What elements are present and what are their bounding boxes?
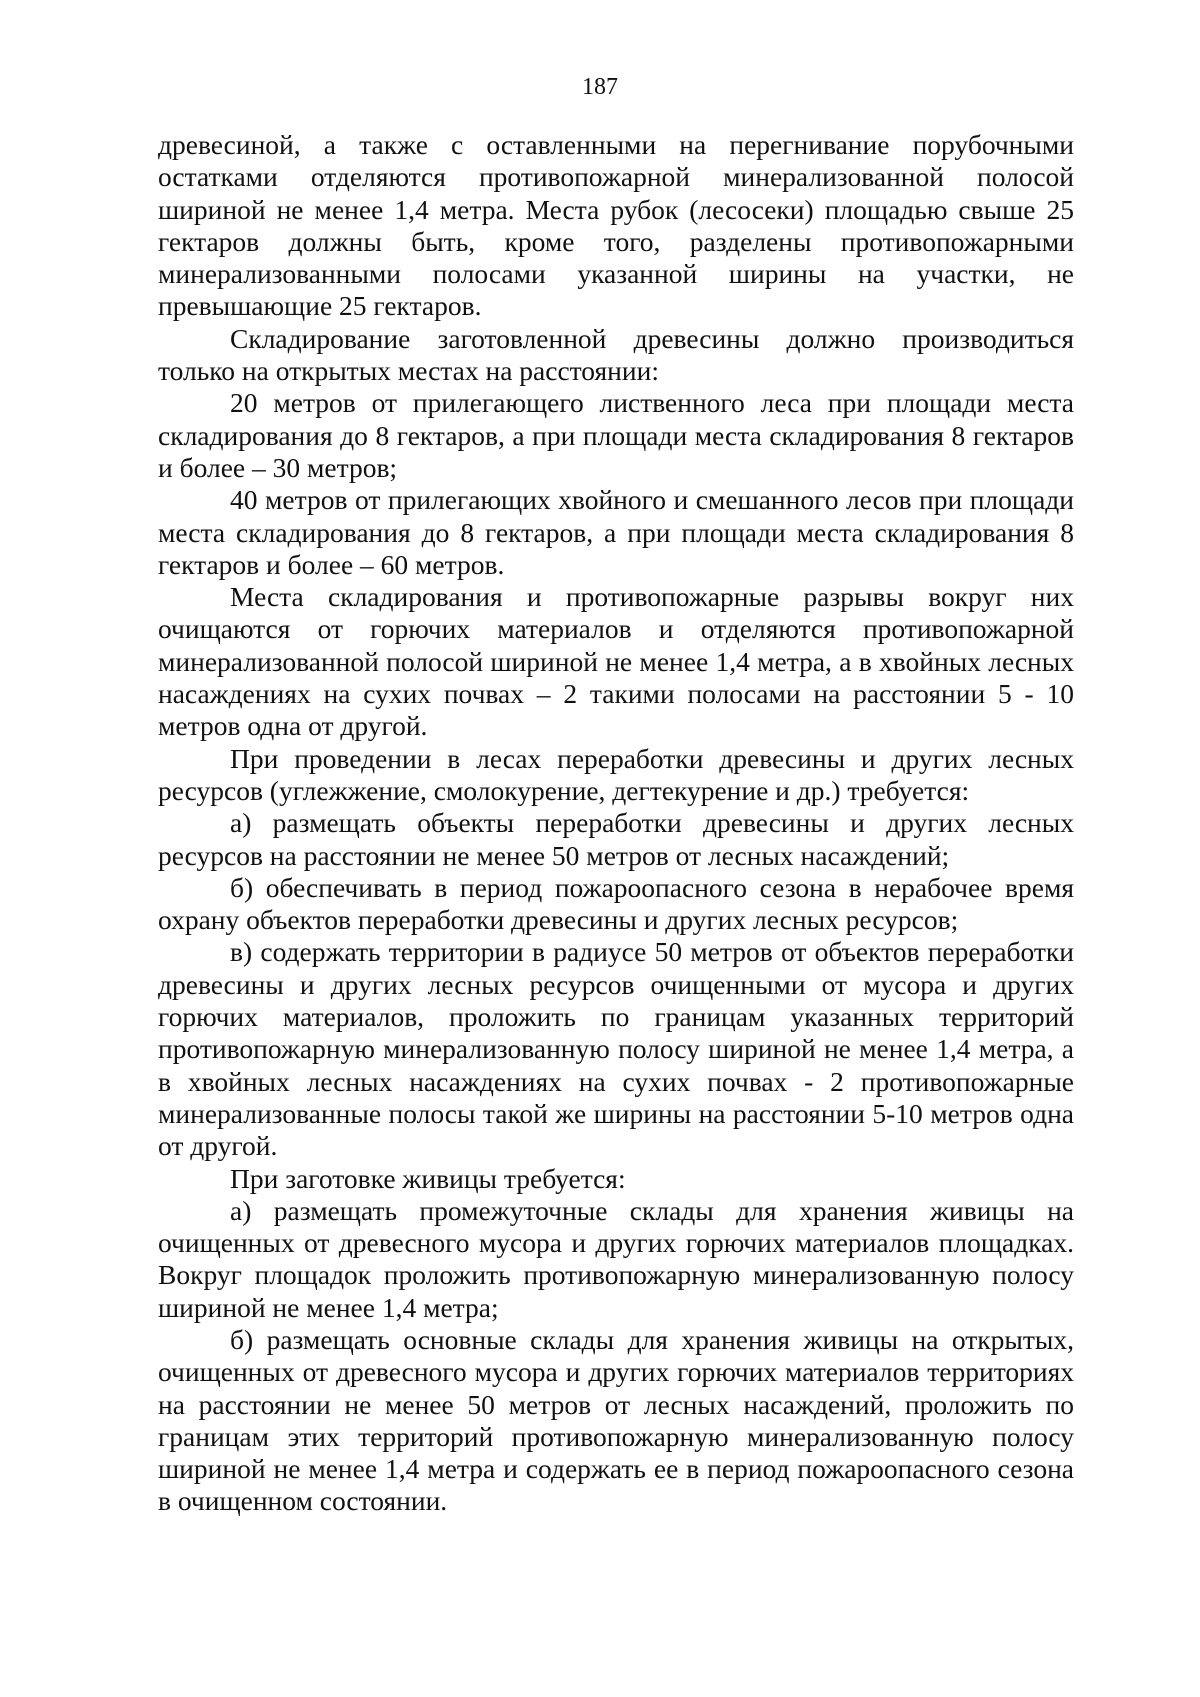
list-item-v: в) содержать территории в радиусе 50 метров от объектов переработки древесины и других лесных ресурсов очищенными от мусора и других горючих материалов, проложить по границам указанных территорий противопожарную минерализованную полосу шириной не менее 1,4 метра, а в хвойных лесных насаждениях на сухих почвах - 2 противопожарные минерализованные полосы такой же ширины на расстоянии 5-10 метров одна от другой. (158, 936, 1074, 1162)
paragraph: 40 метров от прилегающих хвойного и смешанного лесов при площади места складирования до 8 гектаров, а при площади места складирования 8 гектаров и более – 60 метров. (158, 484, 1074, 580)
paragraph: 20 метров от прилегающего лиственного леса при площади места складирования до 8 гектаров, а при площади места складирования 8 гектаров и более – 30 метров; (158, 387, 1074, 483)
paragraph: Складирование заготовленной древесины должно производиться только на открытых местах на расстоянии: (158, 322, 1074, 387)
list-item-a: а) размещать объекты переработки древесины и других лесных ресурсов на расстоянии не менее 50 метров от лесных насаждений; (158, 807, 1074, 871)
paragraph: Места складирования и противопожарные разрывы вокруг них очищаются от горючих материалов и отделяются противопожарной минерализованной полосой шириной не менее 1,4 метра, а в хвойных лесных насаждениях на сухих почвах – 2 такими полосами на расстоянии 5 - 10 метров одна от другой. (158, 581, 1074, 742)
page-number: 187 (582, 74, 618, 100)
list-item-a: а) размещать промежуточные склады для хранения живицы на очищенных от древесного мусора и других горючих материалов площадках. Вокруг площадок проложить противопожарную минерализованную полосу шириной не менее 1,4 метра; (158, 1194, 1074, 1323)
document-body (158, 129, 1074, 1518)
paragraph-continuation: древесиной, а также с оставленными на перегнивание порубочными остатками отделяются противопожарной минерализованной полосой шириной не менее 1,4 метра. Места рубок (лесосеки) площадью свыше 25 гектаров должны быть, кроме того, разделены противопожарными минерализованными полосами указанной ширины на участки, не превышающие 25 гектаров. (158, 129, 1074, 322)
paragraph: При проведении в лесах переработки древесины и других лесных ресурсов (углежжение, смолокурение, дегтекурение и др.) требуется: (158, 742, 1074, 806)
paragraph: При заготовке живицы требуется: (230, 1162, 626, 1194)
list-item-b: б) обеспечивать в период пожароопасного сезона в нерабочее время охрану объектов переработки древесины и других лесных ресурсов; (158, 871, 1074, 936)
list-item-b: б) размещать основные склады для хранения живицы на открытых, очищенных от древесного мусора и других горючих материалов территориях на расстоянии не менее 50 метров от лесных насаждений, проложить по границам этих территорий противопожарную минерализованную полосу шириной не менее 1,4 метра и содержать ее в период пожароопасного сезона в очищенном состоянии. (158, 1323, 1074, 1517)
